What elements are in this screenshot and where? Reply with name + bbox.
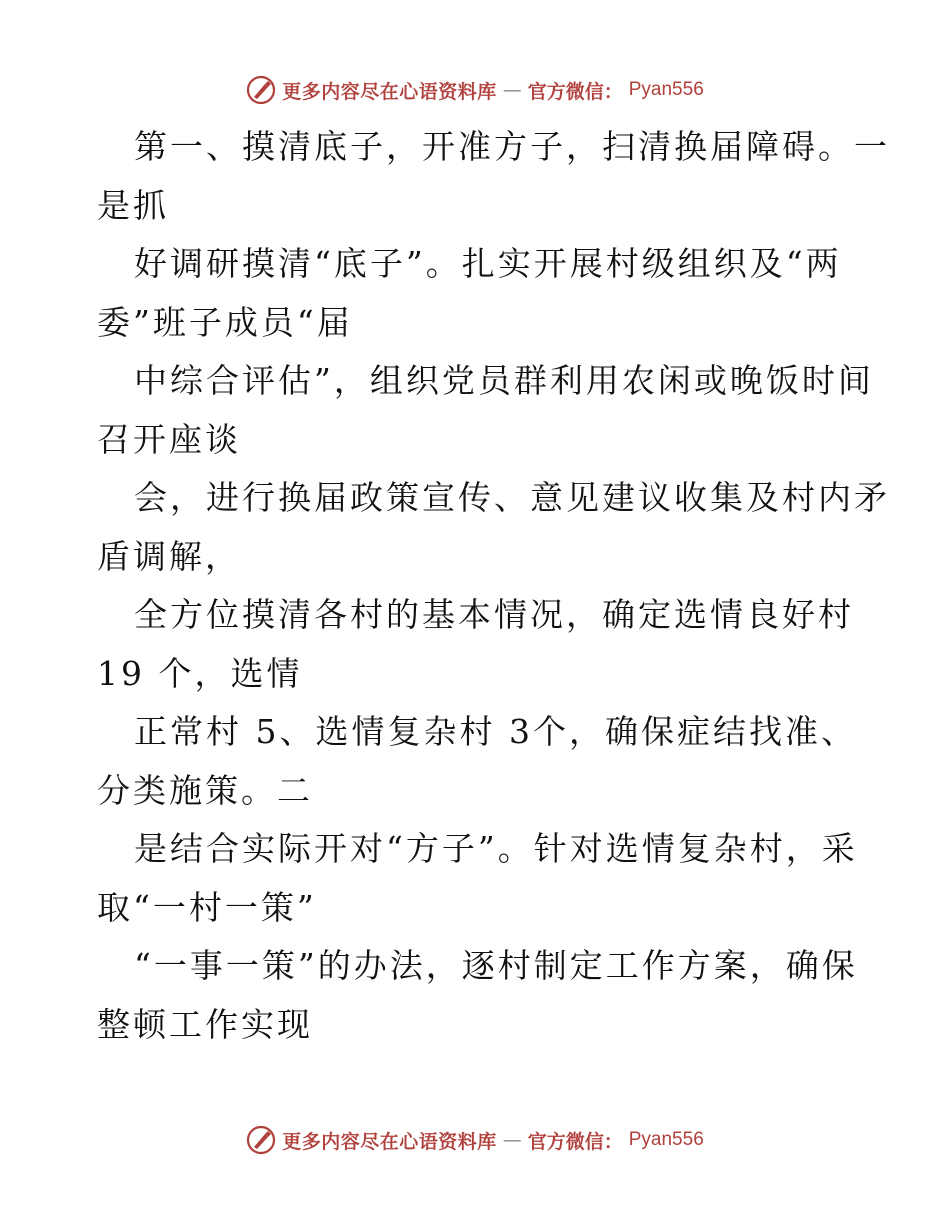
watermark-wechat-label: 官方微信：	[527, 80, 623, 103]
pen-logo-icon	[246, 75, 276, 105]
watermark-text: 更多内容尽在心语资料库	[282, 1130, 497, 1153]
footer-watermark	[0, 1120, 950, 1160]
watermark-dash: —	[502, 79, 522, 101]
watermark-wechat-id: Pyan556	[628, 1129, 704, 1150]
text-line: “一事一策”的办法，逐村制定工作方案，确保	[134, 946, 858, 985]
text-line: 分类施策。二	[97, 770, 313, 810]
text-line: 取“一村一策”	[97, 887, 317, 927]
text-line: 好调研摸清“底子”。扎实开展村级组织及“两	[134, 244, 842, 283]
text-line: 是结合实际开对“方子”。针对选情复杂村，采	[134, 829, 858, 868]
header-watermark	[0, 70, 950, 110]
text-line: 会，进行换届政策宣传、意见建议收集及村内矛	[134, 478, 890, 517]
text-line: 是抓	[97, 185, 169, 225]
text-line: 委”班子成员“届	[97, 302, 353, 342]
text-line: 第一、摸清底子，开准方子，扫清换届障碍。一	[134, 127, 890, 166]
pen-logo-icon	[246, 1125, 276, 1155]
text-line: 正常村 5、选情复杂村 3个，确保症结找准、	[134, 712, 857, 751]
text-line: 召开座谈	[97, 419, 241, 459]
text-line: 全方位摸清各村的基本情况，确定选情良好村	[134, 595, 854, 634]
text-line: 19 个，选情	[97, 653, 303, 693]
watermark-wechat-label: 官方微信：	[527, 1130, 623, 1153]
text-line: 整顿工作实现	[97, 1004, 313, 1044]
watermark-dash: —	[502, 1129, 522, 1151]
text-line: 盾调解，	[97, 536, 241, 576]
text-line: 中综合评估”，组织党员群利用农闲或晚饭时间	[134, 361, 874, 400]
watermark-text: 更多内容尽在心语资料库	[282, 80, 497, 103]
watermark-wechat-id: Pyan556	[628, 79, 704, 100]
document-body	[97, 118, 890, 1054]
